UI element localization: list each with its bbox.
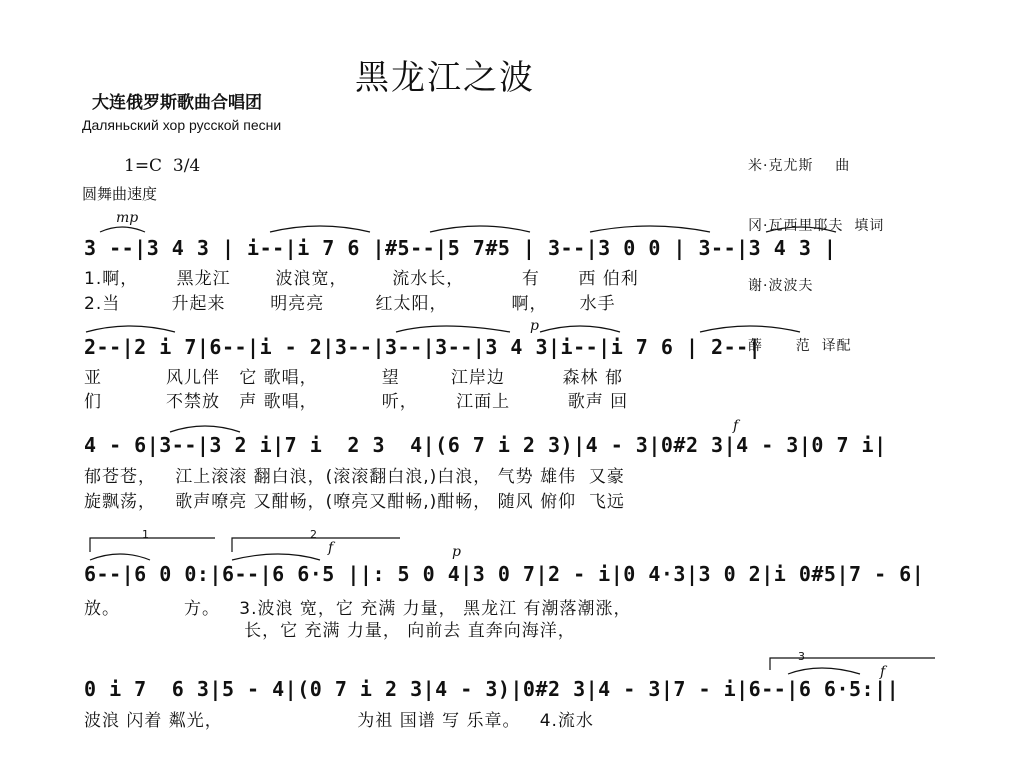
- tie-arc: [100, 227, 145, 232]
- dynamic-f-row5: f: [880, 664, 886, 680]
- lyrics-row-3-verse-1: 郁苍苍， 江上滚滚 翻白浪，(滚滚翻白浪,)白浪， 气势 雄伟 又豪: [84, 467, 625, 487]
- tie-arc: [766, 227, 836, 232]
- lyrics-row-5-verse-1: 波浪 闪着 粼光， 为祖 国谱 写 乐章。 4.流水: [84, 711, 594, 731]
- tempo-marking: 圆舞曲速度: [82, 185, 158, 203]
- dynamic-f-row4: f: [328, 540, 334, 556]
- choir-name-cn: 大连俄罗斯歌曲合唱团: [92, 93, 262, 113]
- lyrics-row-1-verse-2: 2.当 升起来 明亮亮 红太阳， 啊， 水手: [84, 294, 616, 314]
- tie-arc: [270, 226, 370, 232]
- lyrics-row-4-verse-1: 放。 方。 3.波浪 宽，它 充满 力量， 黑龙江 有潮落潮涨，: [84, 599, 632, 619]
- tie-arc: [90, 554, 150, 560]
- volta-3-label: 3: [798, 650, 805, 663]
- notation-row-4: 6--|6 0 0:|6--|6 6·5 ||: 5 0 4|3 0 7|2 - i|0 4·3|3 0 2|i 0#5|7 - 6|: [84, 562, 925, 586]
- lyrics-row-4-verse-2: 长，它 充满 力量， 向前去 直奔向海洋，: [84, 621, 576, 641]
- tie-arc: [590, 226, 710, 232]
- notation-row-1: 3 --|3 4 3 | i--|i 7 6 |#5--|5 7#5 | 3--|3 0 0 | 3--|3 4 3 |: [84, 236, 837, 260]
- key-signature: 1=C 3/4: [124, 156, 201, 176]
- notation-row-5: 0 i 7 6 3|5 - 4|(0 7 i 2 3|4 - 3)|0#2 3|4 - 3|7 - i|6--|6 6·5:||: [84, 677, 900, 701]
- tie-arc: [396, 326, 510, 332]
- volta-bracket-1: [90, 538, 215, 552]
- lyrics-row-2-verse-2: 们 不禁放 声 歌唱， 听， 江面上 歌声 回: [84, 392, 629, 412]
- tie-arc: [86, 326, 175, 332]
- lyrics-row-1-verse-1: 1.啊， 黑龙江 波浪宽， 流水长， 有 西 伯利: [84, 269, 639, 289]
- tie-arc: [700, 326, 800, 332]
- dynamic-p: p: [530, 318, 539, 334]
- credit-translator: 薛 范 译配: [748, 338, 852, 354]
- tie-arc: [430, 226, 530, 232]
- credit-lyricist-1: 冈·瓦西里耶夫 填词: [748, 218, 885, 234]
- tie-arc: [232, 554, 320, 560]
- credit-lyricist-2: 谢·波波夫: [748, 278, 814, 294]
- volta-2-label: 2: [310, 528, 317, 541]
- tie-arc: [170, 426, 240, 432]
- lyrics-row-2-verse-1: 亚 风儿伴 它 歌唱， 望 江岸边 森林 郁: [84, 368, 623, 388]
- notation-row-2: 2--|2 i 7|6--|i - 2|3--|3--|3--|3 4 3|i--|i 7 6 | 2--|: [84, 335, 762, 359]
- volta-1-label: 1: [142, 528, 149, 541]
- dynamic-f: f: [733, 418, 739, 434]
- dynamic-p-row4: p: [452, 544, 461, 560]
- lyrics-row-3-verse-2: 旋飘荡， 歌声嘹亮 又酣畅，(嘹亮又酣畅,)酣畅， 随风 俯仰 飞远: [84, 492, 625, 512]
- song-title: 黑龙江之波: [355, 58, 535, 98]
- tie-arc: [788, 668, 860, 674]
- credit-composer: 米·克尤斯 曲: [748, 158, 851, 174]
- volta-bracket-3: [770, 658, 935, 670]
- volta-bracket-2: [232, 538, 400, 552]
- dynamic-mp: mp: [116, 210, 139, 226]
- choir-name-ru: Даляньский хор русской песни: [82, 117, 282, 133]
- tie-arc: [540, 326, 620, 332]
- notation-row-3: 4 - 6|3--|3 2 i|7 i 2 3 4|(6 7 i 2 3)|4 - 3|0#2 3|4 - 3|0 7 i|: [84, 433, 887, 457]
